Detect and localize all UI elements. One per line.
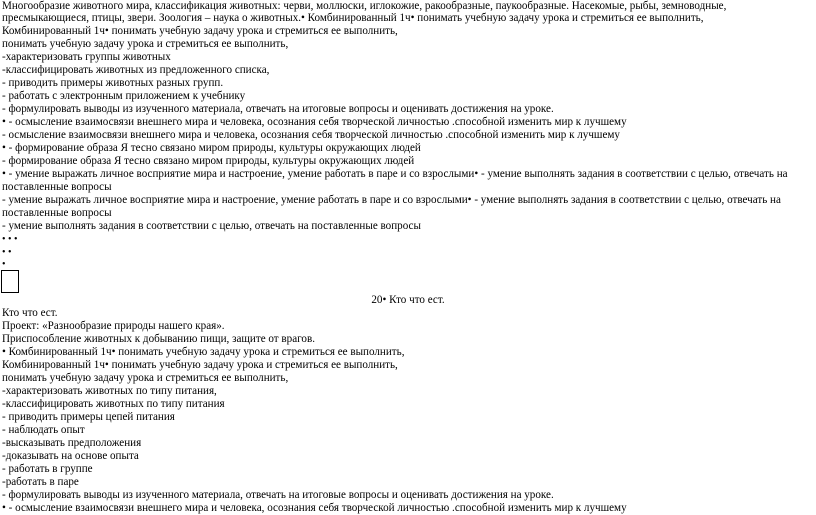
text-line: поставленные вопросы [2, 181, 112, 193]
text-line: - осмысление взаимосвязи внешнего мира и человека, осознания себя творческой личностью .способной изменить мир к лучшему [2, 129, 620, 141]
text-line: - формирование образа Я тесно связано миром природы, культуры окружающих людей [2, 155, 415, 167]
text-line: -классифицировать животных по типу питания [2, 398, 225, 410]
bullet-row: • • [2, 247, 12, 258]
text-line: - приводить примеры цепей питания [2, 411, 175, 423]
text-line: Многообразие животного мира, классификация животных: черви, моллюски, иглокожие, ракообразные, паукообразные. Насекомые, рыбы, земноводные, [2, 0, 727, 12]
text-line: - умение выполнять задания в соответствии с целью, отвечать на поставленные вопросы [2, 220, 421, 232]
text-line: Комбинированный 1ч• понимать учебную задачу урока и стремиться ее выполнить, [2, 25, 398, 37]
text-line: -характеризовать группы животных [2, 51, 171, 63]
lesson-heading: 20• Кто что ест. [371, 294, 445, 306]
text-line: понимать учебную задачу урока и стремиться ее выполнить, [2, 372, 289, 384]
text-line: -доказывать на основе опыта [2, 450, 139, 462]
text-line: -характеризовать животных по типу питания, [2, 385, 217, 397]
text-line: -классифицировать животных из предложенного списка, [2, 64, 270, 76]
text-line: понимать учебную задачу урока и стремиться ее выполнить, [2, 38, 289, 50]
text-line: - умение выражать личное восприятие мира и настроение, умение работать в паре и со взрослыми• - умение выполнять задания в соответствии с целью, отвечать на [2, 194, 781, 206]
text-line: пресмыкающиеся, птицы, звери. Зоология – наука о животных.• Комбинированный 1ч• понимать учебную задачу урока и стремиться ее выполнить, [2, 12, 704, 24]
text-line: -высказывать предположения [2, 437, 142, 449]
text-line: - формулировать выводы из изученного материала, отвечать на итоговые вопросы и оценивать достижения на уроке. [2, 489, 554, 501]
empty-table-cell [1, 270, 19, 293]
text-line: -работать в паре [2, 476, 79, 488]
text-line: • - умение выражать личное восприятие мира и настроение, умение работать в паре и со взрослыми• - умение выполнять задания в соответствии с целью, отвечать на [2, 168, 788, 180]
text-line: - работать с электронным приложением к учебнику [2, 90, 246, 102]
text-line: - работать в группе [2, 463, 93, 475]
bullet-row: • • • [2, 234, 18, 245]
text-line: • - осмысление взаимосвязи внешнего мира и человека, осознания себя творческой личностью .способной изменить мир к лучшему [2, 502, 627, 514]
text-line: - приводить примеры животных разных групп. [2, 77, 224, 89]
text-line: • - осмысление взаимосвязи внешнего мира и человека, осознания себя творческой личностью .способной изменить мир к лучшему [2, 116, 627, 128]
text-line: - наблюдать опыт [2, 424, 85, 436]
text-line: - формулировать выводы из изученного материала, отвечать на итоговые вопросы и оценивать достижения на уроке. [2, 103, 554, 115]
text-line: Приспособление животных к добыванию пищи, защите от врагов. [2, 333, 315, 345]
text-line: • Комбинированный 1ч• понимать учебную задачу урока и стремиться ее выполнить, [2, 346, 405, 358]
text-line: Проект: «Разнообразие природы нашего края». [2, 320, 225, 332]
text-line: Кто что ест. [2, 307, 58, 319]
text-line: поставленные вопросы [2, 207, 112, 219]
text-line: • - формирование образа Я тесно связано миром природы, культуры окружающих людей [2, 142, 421, 154]
bullet-row: • [2, 259, 6, 270]
text-line: Комбинированный 1ч• понимать учебную задачу урока и стремиться ее выполнить, [2, 359, 398, 371]
